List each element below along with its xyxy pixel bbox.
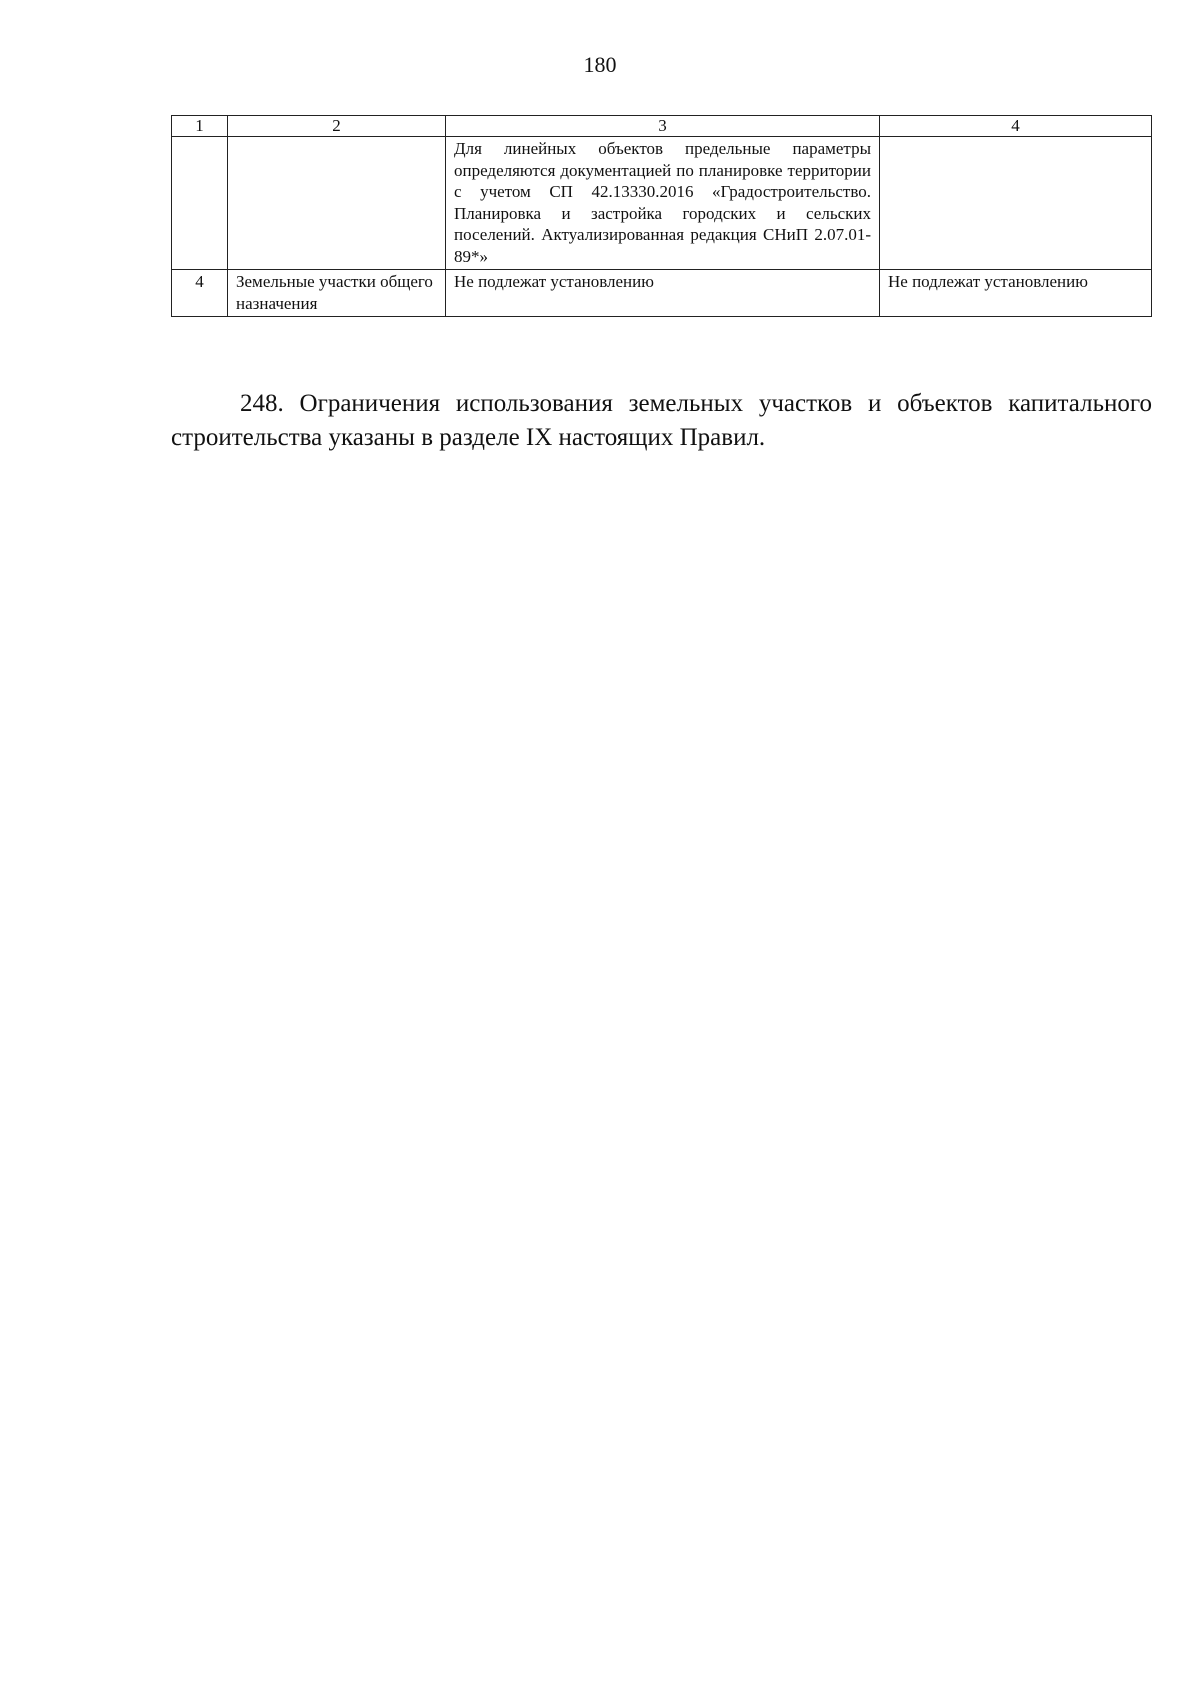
table-row — [172, 137, 1152, 270]
header-cell-2: 2 — [228, 116, 446, 137]
parameters-cell: Не подлежат установлению — [446, 270, 880, 317]
table-row — [172, 270, 1152, 317]
limits-cell — [880, 137, 1152, 270]
row-number-cell: 4 — [172, 270, 228, 317]
land-use-name-cell — [228, 137, 446, 270]
row-number-cell — [172, 137, 228, 270]
header-cell-4: 4 — [880, 116, 1152, 137]
land-use-name-cell: Земельные участки общего назначения — [228, 270, 446, 317]
table-header-row — [172, 116, 1152, 137]
page-number: 180 — [583, 52, 617, 77]
header-cell-3: 3 — [446, 116, 880, 137]
limits-cell: Не подлежат установлению — [880, 270, 1152, 317]
parameters-cell: Для линейных объектов предельные параметры определяются документацией по планировке территории с учетом СП 42.13330.2016 «Градостроительство. Планировка и застройка городских и сельских поселений. Актуализированная редакция СНиП 2.07.01-89*» — [446, 137, 880, 270]
header-cell-1: 1 — [172, 116, 228, 137]
paragraph-248: 248. Ограничения использования земельных участков и объектов капитального строительства указаны в разделе IX настоящих Правил. — [171, 390, 1152, 451]
zoning-parameters-table — [171, 115, 1152, 317]
